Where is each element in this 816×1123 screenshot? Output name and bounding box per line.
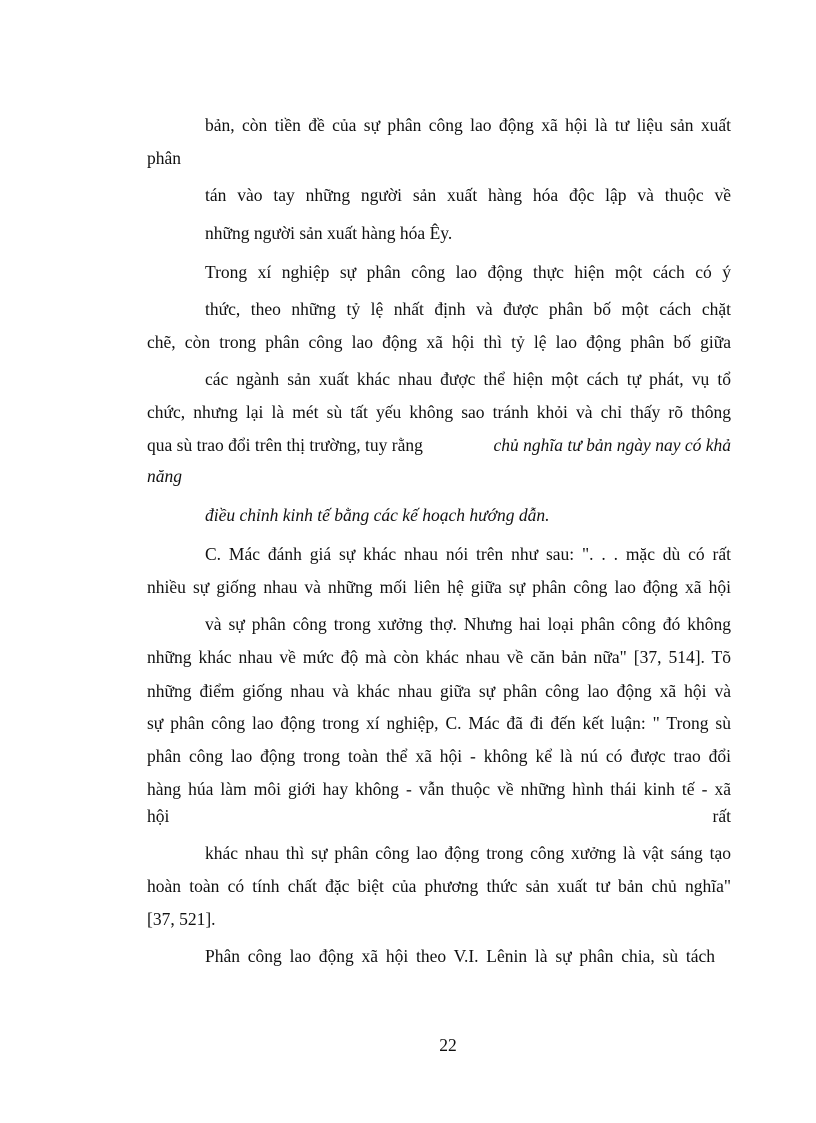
text-line: tán vào tay những người sản xuất hàng hóa độc lập và thuộc về [205, 185, 731, 205]
text-line: Trong xí nghiệp sự phân công lao động thực hiện một cách có ý [205, 262, 731, 282]
text-line: năng [147, 466, 182, 486]
text-line: phân [147, 148, 182, 168]
text-line: chức, nhưng lại là mét sù tất yếu không sao tránh khỏi và chỉ thấy rõ thông [147, 402, 731, 422]
text-line: thức, theo những tỷ lệ nhất định và được phân bố một cách chặt [205, 299, 731, 319]
text-line: hoàn toàn có tính chất đặc biệt của phương thức sản xuất tư bản chủ nghĩa" [147, 876, 731, 896]
text-line: nhiều sự giống nhau và những mối liên hệ giữa sự phân công lao động xã hội [147, 577, 731, 597]
text-line-mixed [147, 434, 731, 456]
text-line: sự phân công lao động trong xí nghiệp, C. Mác đã đi đến kết luận: " Trong sù [147, 713, 731, 733]
text-line: hàng húa làm môi giới hay không - vẫn thuộc về những hình thái kinh tế - xã [147, 779, 731, 799]
text-line: những người sản xuất hàng hóa Êy. [205, 223, 453, 243]
text-segment: qua sù trao đổi trên thị trường, tuy rằng [147, 435, 423, 455]
page-number: 22 [439, 1035, 457, 1055]
text-line: những khác nhau về mức độ mà còn khác nhau về căn bản nữa" [37, 514]. Tõ [147, 647, 731, 667]
text-line: khác nhau thì sự phân công lao động trong công xưởng là vật sáng tạo [205, 843, 731, 863]
text-line: phân công lao động trong toàn thể xã hội - không kể là nú có được trao đổi [147, 746, 731, 766]
text-line: Phân công lao động xã hội theo V.I. Lênin là sự phân chia, sù tách [205, 946, 715, 966]
text-segment: rất [712, 806, 731, 826]
text-line: những điểm giống nhau và khác nhau giữa sự phân công lao động xã hội và [147, 681, 731, 701]
text-line: bản, còn tiền đề của sự phân công lao động xã hội là tư liệu sản xuất [205, 115, 731, 135]
text-line: các ngành sản xuất khác nhau được thể hiện một cách tự phát, vụ tổ [205, 369, 731, 389]
text-line: và sự phân công trong xưởng thợ. Nhưng hai loại phân công đó không [205, 614, 731, 634]
italic-segment: chủ nghĩa tư bản ngày nay có khả [493, 435, 731, 455]
text-line: C. Mác đánh giá sự khác nhau nói trên như sau: ". . . mặc dù có rất [205, 544, 731, 564]
text-line: [37, 521]. [147, 909, 216, 929]
text-line-split [147, 805, 731, 827]
text-line: chẽ, còn trong phân công lao động xã hội thì tỷ lệ lao động phân bố giữa [147, 332, 731, 352]
text-segment: hội [147, 806, 170, 826]
text-line: điều chỉnh kinh tế bằng các kế hoạch hướng dẫn. [205, 505, 550, 525]
